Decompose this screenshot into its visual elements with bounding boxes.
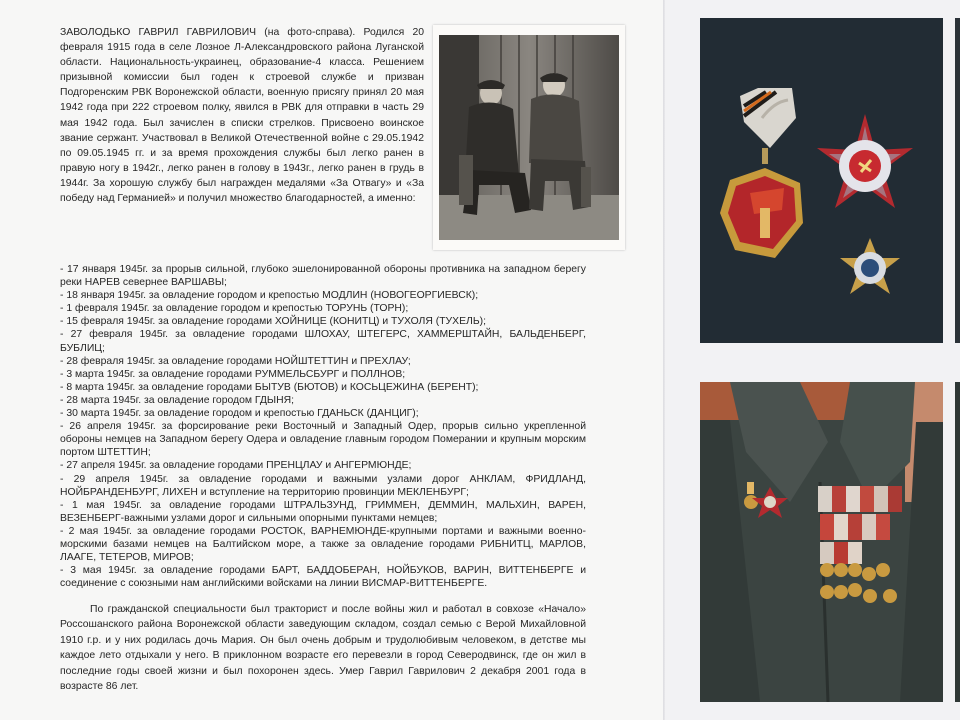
award-item: - 29 апреля 1945г. за овладение городами и важными узлами дорог АНКЛАМ, ФРИДЛАНД, НОЙБРАНДЕНБУРГ, ЛИХЕН и вступление на территорию провинции МЕКЛЕНБУРГ; [60, 473, 586, 498]
award-item: - 3 мая 1945г. за овладение городами БАРТ, БАДДОБЕРАН, НОЙБУКОВ, ВАРИН, ВИТТЕНБЕРГЕ и соединение с союзными нам английскими войсками на линии ВИСМАР-ВИТТЕНБЕРГЕ. [60, 565, 586, 590]
award-item: - 26 апреля 1945г. за форсирование реки Восточный и Западный Одер, прорыв сильно укрепленной обороны немцев на Западном берегу Одера и овладение главным городом Померании и крупным морским портом ШТЕТТИН; [60, 421, 586, 459]
award-item: - 2 мая 1945г. за овладение городами РОСТОК, ВАРНЕМЮНДЕ-крупными портами и важными военно-морскими базами немцев на Балтийском море, а также за овладение городами РИБНИТЦ, МАРЛОВ, ЛААГЕ, ТЕТЕРОВ, МИРОВ; [60, 525, 586, 564]
award-item: - 1 февраля 1945г. за овладение городом и крепостью ТОРУНЬ (ТОРН); [60, 303, 409, 315]
jacket-photo [700, 382, 943, 702]
award-item: - 8 марта 1945г. за овладение городами БЫТУВ (БЮТОВ) и КОСЬЦЕЖИНА (БЕРЕНТ); [60, 381, 479, 393]
awards-list [60, 263, 586, 590]
medals-photo [700, 18, 943, 343]
award-item: - 1 мая 1945г. за овладение городами ШТРАЛЬЗУНД, ГРИММЕН, ДЕММИН, МАЛЬХИН, ВАРЕН, ВЕЗЕНБЕРГ-важными узлами дорог и сильными опорными пунктами немцев; [60, 499, 586, 524]
award-item: - 28 февраля 1945г. за овладение городами НОЙШТЕТТИН и ПРЕХЛАУ; [60, 355, 411, 367]
portrait-photo [433, 25, 625, 250]
award-item: - 30 марта 1945г. за овладение городом и крепостью ГДАНЬСК (ДАНЦИГ); [60, 408, 419, 420]
jacket-with-medals-image [700, 382, 943, 702]
medals-image [700, 18, 943, 343]
award-item: - 28 марта 1945г. за овладение городом ГДЫНЯ; [60, 394, 294, 406]
award-item: - 27 февраля 1945г. за овладение городами ШЛОХАУ, ШТЕГЕРС, ХАММЕРШТАЙН, БАЛЬДЕНБЕРГ, БУБЛИЦ; [60, 329, 586, 354]
award-item: - 17 января 1945г. за прорыв сильной, глубоко эшелонированной обороны противника на западном берегу реки НАРЕВ севернее ВАРШАВЫ; [60, 264, 586, 289]
award-item: - 15 февраля 1945г. за овладение городами ХОЙНИЦЕ (КОНИТЦ) и ТУХОЛЯ (ТУХЕЛЬ); [60, 316, 487, 328]
two-soldiers-photo-image [439, 35, 619, 240]
award-item: - 27 апреля 1945г. за овладение городами ПРЕНЦЛАУ и АНГЕРМЮНДЕ; [60, 460, 412, 472]
epilogue-paragraph: По гражданской специальности был тракторист и после войны жил и работал в совхозе «Начало» Россошанского района Воронежской области заведующим складом, создал семью с Верой Михайловной 1910 г.р. и у них родилась дочь Мария. Он был очень добрым и трудолюбивым человеком, в детстве мы каждое лето отдыхали у него. В приклонном возрасте его перевезли в город Северодвинск, где он жил в последние годы своей жизни и был похоронен здесь. Умер Гаврил Гаврилович 2 декабря 2001 года в возрасте 86 лет. [60, 604, 586, 693]
award-item: - 18 января 1945г. за овладение городом и крепостью МОДЛИН (НОВОГЕОРГИЕВСК); [60, 290, 479, 302]
biography-paragraph: ЗАВОЛОДЬКО ГАВРИЛ ГАВРИЛОВИЧ (на фото-справа). Родился 20 февраля 1915 года в селе Лозное Л-Александровского района Луганской области. Национальность-украинец, образование-4 класса. Решением призывной комиссии был годен к строевой службе и призван Подгоренским РВК Воронежской области, военную присягу принял 20 мая 1942 года при 222 строевом полку, явился в РВК для отправки в часть 29 мая 1942 года. Был зачислен в списки стрелков. Присвоено воинское звание сержант. Участвовал в Великой Отечественной войне с 29.05.1942 по 09.05.1945 гг. и за время прохождения службы был легко ранен в правую ногу в 1942г., легко ранен в голову в 1943г., легко ранен в грудь в 1944г. За хорошую службу был награжден медалями «За Отвагу» и «За победу над Германией» и получил множество благодарностей, а именно: [60, 27, 424, 205]
adjacent-photo-edge [955, 18, 960, 343]
adjacent-photo-edge [955, 382, 960, 702]
award-item: - 3 марта 1945г. за овладение городами РУММЕЛЬСБУРГ и ПОЛЛНОВ; [60, 368, 406, 380]
